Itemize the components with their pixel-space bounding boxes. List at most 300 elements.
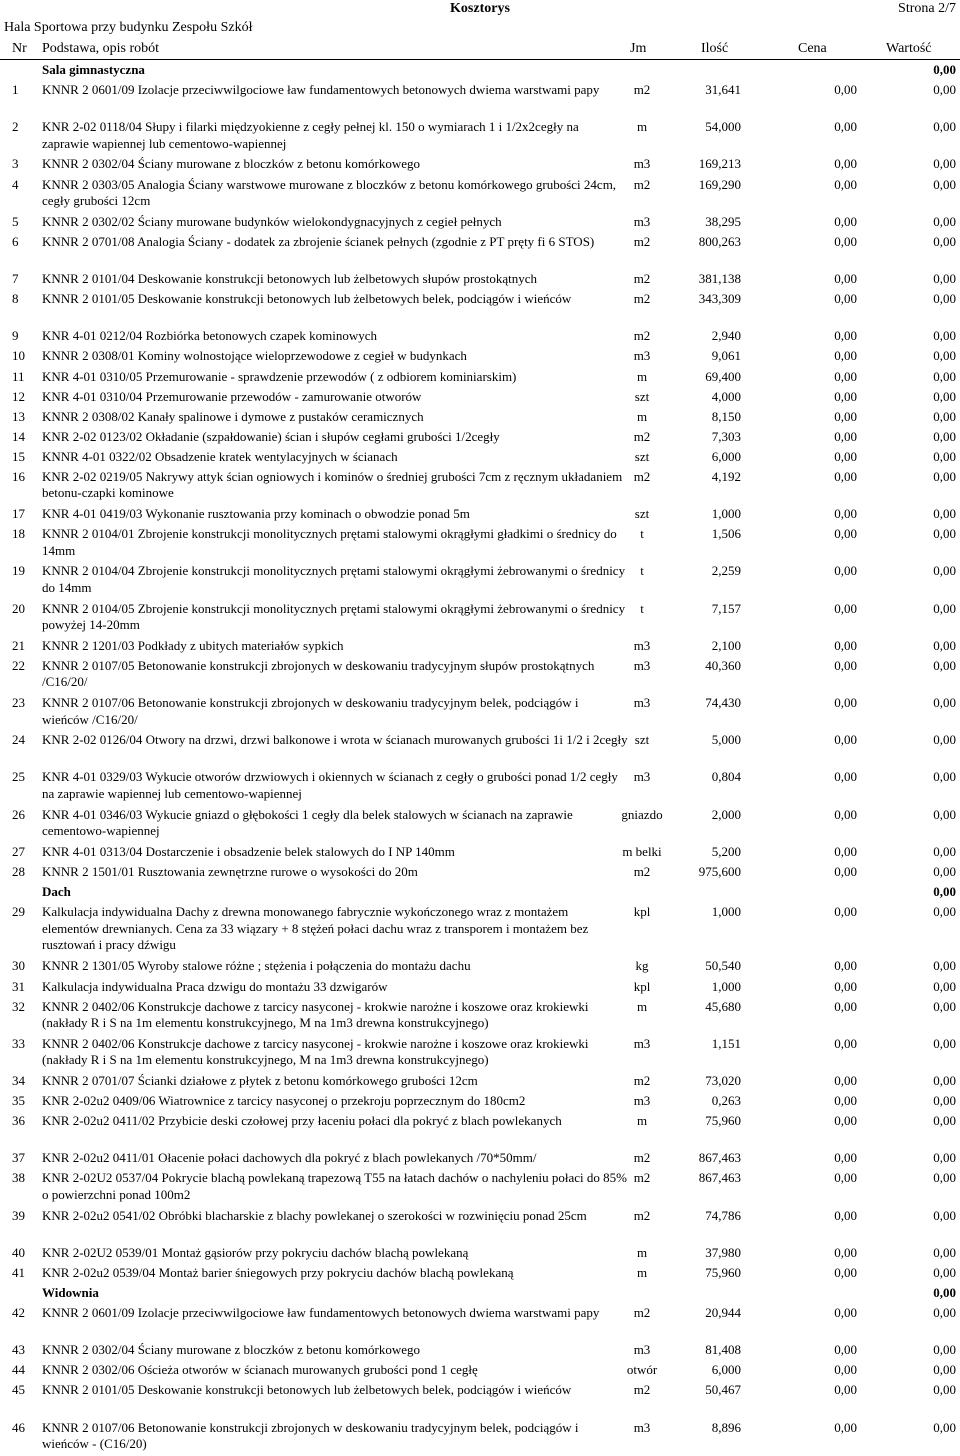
table-row <box>0 347 960 367</box>
row-price: 0,00 <box>834 1305 857 1321</box>
row-unit: m2 <box>633 428 651 444</box>
row-description: Kalkulacja indywidualna Dachy z drewna monowanego fabrycznie wykończonego wraz z montażem elementów drewnianych. Cena za 33 wiązary + 8 stężeń połaci dachu wraz z transporem i montażem bez rusztowań i pracy dźwigu <box>42 904 589 953</box>
column-description: Podstawa, opis robót <box>42 41 160 56</box>
row-value: 0,00 <box>933 1035 956 1051</box>
row-unit: m <box>636 1264 648 1280</box>
table-row <box>0 1361 960 1381</box>
row-quantity: 73,020 <box>705 1072 741 1088</box>
table-row <box>0 600 960 637</box>
row-value: 0,00 <box>933 1244 956 1260</box>
row-quantity: 5,200 <box>711 843 741 859</box>
row-number: 38 <box>12 1170 25 1186</box>
row-number: 5 <box>12 213 19 229</box>
row-price: 0,00 <box>834 328 857 344</box>
row-price: 0,00 <box>834 978 857 994</box>
column-quantity: Ilość <box>701 41 729 56</box>
row-number: 11 <box>12 368 25 384</box>
row-price: 0,00 <box>834 958 857 974</box>
row-unit: szt <box>634 448 650 464</box>
row-price: 0,00 <box>834 82 857 98</box>
table-row <box>0 1381 960 1418</box>
row-description: KNR 4-01 0346/03 Wykucie gniazd o głębokości 1 cegły dla belek stalowych w ścianach na zaprawie cementowo-wapiennej <box>42 806 573 839</box>
section-title: Widownia <box>42 1285 99 1301</box>
table-row <box>0 1207 960 1244</box>
table-row <box>0 768 960 805</box>
row-value: 0,00 <box>933 408 956 424</box>
row-description: KNNR 2 0107/05 Betonowanie konstrukcji zbrojonych w deskowaniu tradycyjnym słupów prostokątnych /C16/20/ <box>42 657 595 690</box>
row-price: 0,00 <box>834 176 857 192</box>
row-unit: m3 <box>633 769 651 785</box>
row-description: KNR 2-02u2 0539/04 Montaż barier śniegowych przy pokryciu dachów blachą powlekaną <box>42 1264 514 1280</box>
row-description: KNNR 2 1501/01 Rusztowania zewnętrzne rurowe o wysokości do 20m <box>42 863 418 879</box>
row-number: 18 <box>12 526 25 542</box>
row-number: 25 <box>12 769 25 785</box>
row-value: 0,00 <box>933 769 956 785</box>
table-row <box>0 525 960 562</box>
table-row <box>0 408 960 428</box>
table-row <box>0 81 960 118</box>
row-number: 19 <box>12 563 25 579</box>
row-number: 6 <box>12 233 19 249</box>
row-number: 3 <box>12 156 19 172</box>
table-row <box>0 903 960 957</box>
table-row <box>0 155 960 175</box>
row-number: 32 <box>12 998 25 1014</box>
row-number: 44 <box>12 1362 25 1378</box>
row-unit: m3 <box>633 1093 651 1109</box>
row-number: 10 <box>12 348 25 364</box>
row-unit: szt <box>634 732 650 748</box>
row-price: 0,00 <box>834 1035 857 1051</box>
row-quantity: 31,641 <box>705 82 741 98</box>
row-quantity: 50,467 <box>705 1382 741 1398</box>
row-quantity: 2,000 <box>711 806 741 822</box>
row-price: 0,00 <box>834 1382 857 1398</box>
row-description: KNR 4-01 0310/04 Przemurowanie przewodów - zamurowanie otworów <box>42 388 422 404</box>
row-description: KNR 4-01 0419/03 Wykonanie rusztowania przy kominach o obwodzie ponad 5m <box>42 506 470 522</box>
row-price: 0,00 <box>834 119 857 135</box>
row-value: 0,00 <box>933 904 956 920</box>
table-row <box>0 1169 960 1206</box>
row-number: 40 <box>12 1244 25 1260</box>
row-price: 0,00 <box>834 348 857 364</box>
row-quantity: 1,151 <box>711 1035 741 1051</box>
row-description: KNNR 2 0402/06 Konstrukcje dachowe z tarcicy nasyconej - krokwie narożne i koszowe oraz krokiewki (nakłady R i S na 1m elementu konstrukcyjnego, M na 1m3 drewna konstrukcyjnego) <box>42 1035 589 1068</box>
row-number: 39 <box>12 1207 25 1223</box>
row-description: KNR 2-02u2 0411/02 Przybicie deski czołowej przy łaceniu połaci dla pokryć z blach powlekanych <box>42 1113 562 1129</box>
column-price: Cena <box>798 41 827 56</box>
row-value: 0,00 <box>933 156 956 172</box>
row-value: 0,00 <box>933 368 956 384</box>
row-price: 0,00 <box>834 998 857 1014</box>
row-description: KNNR 2 0101/05 Deskowanie konstrukcji betonowych lub żelbetowych belek, podciągów i wieńców <box>42 291 572 307</box>
row-value: 0,00 <box>933 863 956 879</box>
row-value: 0,00 <box>933 1207 956 1223</box>
row-description: KNNR 2 0302/06 Ościeża otworów w ścianach murowanych grubości pond 1 cegłę <box>42 1362 478 1378</box>
row-price: 0,00 <box>834 1072 857 1088</box>
row-value: 0,00 <box>933 1150 956 1166</box>
row-number: 23 <box>12 695 25 711</box>
row-price: 0,00 <box>834 526 857 542</box>
row-price: 0,00 <box>834 1150 857 1166</box>
row-quantity: 4,000 <box>711 388 741 404</box>
row-unit: kg <box>635 958 649 974</box>
row-quantity: 38,295 <box>705 213 741 229</box>
row-number: 8 <box>12 291 19 307</box>
table-row <box>0 1149 960 1169</box>
row-unit: kpl <box>633 978 651 994</box>
row-number: 26 <box>12 806 25 822</box>
row-unit: t <box>640 600 644 616</box>
row-value: 0,00 <box>933 448 956 464</box>
row-number: 22 <box>12 657 25 673</box>
row-quantity: 1,000 <box>711 904 741 920</box>
row-price: 0,00 <box>834 600 857 616</box>
table-row <box>0 327 960 347</box>
row-number: 42 <box>12 1305 25 1321</box>
row-unit: m <box>636 408 648 424</box>
table-row <box>0 978 960 998</box>
row-number: 15 <box>12 448 25 464</box>
row-number: 34 <box>12 1072 25 1088</box>
row-value: 0,00 <box>933 271 956 287</box>
row-quantity: 9,061 <box>711 348 741 364</box>
row-unit: m2 <box>633 271 651 287</box>
row-description: KNNR 2 0701/08 Analogia Ściany - dodatek za zbrojenie ścianek pełnych (zgodnie z PT pręty fi 6 STOS) <box>42 233 595 249</box>
row-quantity: 1,506 <box>711 526 741 542</box>
row-value: 0,00 <box>933 348 956 364</box>
row-description: KNNR 2 1201/03 Podkłady z ubitych materiałów sypkich <box>42 637 344 653</box>
row-price: 0,00 <box>834 428 857 444</box>
row-unit: m2 <box>633 1382 651 1398</box>
row-quantity: 69,400 <box>705 368 741 384</box>
row-unit: m2 <box>633 291 651 307</box>
row-value: 0,00 <box>933 843 956 859</box>
table-row <box>0 806 960 843</box>
row-unit: m2 <box>633 1207 651 1223</box>
row-value: 0,00 <box>933 1093 956 1109</box>
row-quantity: 37,980 <box>705 1244 741 1260</box>
row-price: 0,00 <box>834 388 857 404</box>
table-row <box>0 428 960 448</box>
row-quantity: 74,786 <box>705 1207 741 1223</box>
section-value: 0,00 <box>933 62 956 77</box>
row-price: 0,00 <box>834 1342 857 1358</box>
row-price: 0,00 <box>834 156 857 172</box>
row-number: 46 <box>12 1419 25 1435</box>
row-description: KNNR 2 0308/01 Kominy wolnostojące wieloprzewodowe z cegieł w budynkach <box>42 348 467 364</box>
row-description: KNR 4-01 0310/05 Przemurowanie - sprawdzenie przewodów ( z odbiorem kominiarskim) <box>42 368 517 384</box>
row-quantity: 6,000 <box>711 448 741 464</box>
row-quantity: 20,944 <box>705 1305 741 1321</box>
row-description: KNNR 2 0104/05 Zbrojenie konstrukcji monolitycznych prętami stalowymi okrągłymi żebrowanymi o średnicy powyżej 14-20mm <box>42 600 626 633</box>
row-unit: m <box>636 119 648 135</box>
row-unit: m <box>636 998 648 1014</box>
row-quantity: 7,157 <box>711 600 741 616</box>
row-description: KNR 2-02 0126/04 Otwory na drzwi, drzwi balkonowe i wrota w ścianach murowanych grubości 1i 1/2 i 2cegły <box>42 732 628 748</box>
row-number: 36 <box>12 1113 25 1129</box>
section-title: Dach <box>42 884 71 900</box>
row-unit: m <box>636 368 648 384</box>
row-description: KNNR 2 0302/04 Ściany murowane z bloczków z betonu komórkowego <box>42 156 421 172</box>
table-row <box>0 998 960 1035</box>
column-nr: Nr <box>12 41 27 56</box>
section-row <box>0 1284 960 1304</box>
row-price: 0,00 <box>834 448 857 464</box>
row-description: KNR 4-01 0212/04 Rozbiórka betonowych czapek kominowych <box>42 328 378 344</box>
section-value: 0,00 <box>933 1285 956 1301</box>
row-price: 0,00 <box>834 657 857 673</box>
row-price: 0,00 <box>834 271 857 287</box>
table-row <box>0 843 960 863</box>
row-unit: m3 <box>633 1419 651 1435</box>
row-number: 13 <box>12 408 25 424</box>
row-value: 0,00 <box>933 1342 956 1358</box>
column-unit: Jm <box>630 41 647 56</box>
row-description: KNR 2-02 0123/02 Okładanie (szpałdowanie) ścian i słupów cegłami grubości 1/2cegły <box>42 428 500 444</box>
row-unit: gniazdo <box>621 806 663 822</box>
table-row <box>0 1092 960 1112</box>
table-row <box>0 657 960 694</box>
row-number: 28 <box>12 863 25 879</box>
row-description: KNR 2-02u2 0541/02 Obróbki blacharskie z blachy powlekanej o szerokości w rozwinięciu ponad 25cm <box>42 1207 587 1223</box>
row-description: KNNR 2 0601/09 Izolacje przeciwwilgociowe ław fundamentowych betonowych dwiema warstwami papy <box>42 82 600 98</box>
row-price: 0,00 <box>834 843 857 859</box>
row-quantity: 867,463 <box>698 1150 741 1166</box>
table-row <box>0 1341 960 1361</box>
row-value: 0,00 <box>933 526 956 542</box>
row-quantity: 74,430 <box>705 695 741 711</box>
row-price: 0,00 <box>834 1419 857 1435</box>
row-number: 43 <box>12 1342 25 1358</box>
row-description: KNNR 2 0308/02 Kanały spalinowe i dymowe z pustaków ceramicznych <box>42 408 424 424</box>
table-row <box>0 388 960 408</box>
row-description: KNNR 2 0601/09 Izolacje przeciwwilgociowe ław fundamentowych betonowych dwiema warstwami papy <box>42 1305 600 1321</box>
row-price: 0,00 <box>834 1244 857 1260</box>
table-row <box>0 1244 960 1264</box>
row-unit: t <box>640 563 644 579</box>
row-quantity: 0,804 <box>711 769 741 785</box>
row-value: 0,00 <box>933 998 956 1014</box>
row-number: 9 <box>12 328 19 344</box>
row-unit: m2 <box>633 176 651 192</box>
row-description: KNR 2-02U2 0539/01 Montaż gąsiorów przy pokryciu dachów blachą powlekaną <box>42 1244 469 1260</box>
row-number: 45 <box>12 1382 25 1398</box>
row-price: 0,00 <box>834 468 857 484</box>
row-quantity: 81,408 <box>705 1342 741 1358</box>
row-price: 0,00 <box>834 732 857 748</box>
column-header-row <box>0 39 960 60</box>
table-row <box>0 233 960 270</box>
row-unit: t <box>640 526 644 542</box>
table-row <box>0 290 960 327</box>
table-row <box>0 118 960 155</box>
section-title: Sala gimnastyczna <box>42 62 145 77</box>
row-number: 35 <box>12 1093 25 1109</box>
row-quantity: 8,896 <box>711 1419 741 1435</box>
row-unit: m3 <box>633 637 651 653</box>
row-unit: m2 <box>633 468 651 484</box>
row-description: KNNR 2 0104/04 Zbrojenie konstrukcji monolitycznych prętami stalowymi okrągłymi żebrowanymi o średnicy do 14mm <box>42 563 626 595</box>
row-value: 0,00 <box>933 637 956 653</box>
row-value: 0,00 <box>933 119 956 135</box>
table-row <box>0 957 960 977</box>
table-row <box>0 213 960 233</box>
row-unit: m3 <box>633 695 651 711</box>
table-row <box>0 863 960 883</box>
row-number: 37 <box>12 1150 25 1166</box>
row-price: 0,00 <box>834 637 857 653</box>
row-price: 0,00 <box>834 368 857 384</box>
row-quantity: 54,000 <box>705 119 741 135</box>
table-row <box>0 1264 960 1284</box>
row-unit: m <box>636 1244 648 1260</box>
row-quantity: 5,000 <box>711 732 741 748</box>
row-number: 41 <box>12 1264 25 1280</box>
row-unit: m3 <box>633 1035 651 1051</box>
row-description: KNNR 2 0107/06 Betonowanie konstrukcji zbrojonych w deskowaniu tradycyjnym belek, podciągów i wieńców /C16/20/ <box>42 695 579 727</box>
row-description: KNNR 2 0107/06 Betonowanie konstrukcji zbrojonych w deskowaniu tradycyjnym belek, podciągów i wieńców - (C16/20) <box>42 1419 579 1452</box>
section-row <box>0 61 960 81</box>
row-number: 21 <box>12 637 25 653</box>
row-value: 0,00 <box>933 328 956 344</box>
row-quantity: 381,138 <box>698 271 741 287</box>
row-price: 0,00 <box>834 408 857 424</box>
row-description: KNNR 2 0701/07 Ścianki działowe z płytek z betonu komórkowego grubości 12cm <box>42 1072 478 1088</box>
row-description: KNR 2-02 0219/05 Nakrywy attyk ścian ogniowych i kominów o średniej grubości 7cm z ręcznym układaniem betonu-czapki kominowe <box>42 468 623 501</box>
row-description: KNR 4-01 0329/03 Wykucie otworów drzwiowych i okiennych w ścianach z cegły o grubości ponad 1/2 cegły na zaprawie wapiennej lub cementowo-wapiennej <box>42 769 618 801</box>
row-quantity: 975,600 <box>698 863 741 879</box>
row-number: 27 <box>12 843 25 859</box>
row-price: 0,00 <box>834 563 857 579</box>
row-quantity: 2,259 <box>711 563 741 579</box>
project-name: Hala Sportowa przy budynku Zespołu Szkół <box>4 20 253 35</box>
row-quantity: 0,263 <box>711 1093 741 1109</box>
row-number: 30 <box>12 958 25 974</box>
row-quantity: 1,000 <box>711 978 741 994</box>
row-price: 0,00 <box>834 695 857 711</box>
row-description: KNR 2-02u2 0411/01 Ołacenie połaci dachowych dla pokryć z blach powlekanych /70*50mm/ <box>42 1150 537 1166</box>
row-unit: m2 <box>633 1170 651 1186</box>
row-quantity: 169,290 <box>698 176 741 192</box>
row-unit: m2 <box>633 1072 651 1088</box>
row-value: 0,00 <box>933 1362 956 1378</box>
row-description: KNR 2-02U2 0537/04 Pokrycie blachą powlekaną trapezową T55 na łatach dachów o nachyleniu połaci do 85% o powierzchni ponad 100m2 <box>42 1170 627 1202</box>
row-number: 2 <box>12 119 19 135</box>
row-quantity: 75,960 <box>705 1264 741 1280</box>
row-number: 33 <box>12 1035 25 1051</box>
row-price: 0,00 <box>834 1093 857 1109</box>
row-value: 0,00 <box>933 233 956 249</box>
row-quantity: 45,680 <box>705 998 741 1014</box>
estimate-table <box>0 61 960 1456</box>
row-value: 0,00 <box>933 732 956 748</box>
row-price: 0,00 <box>834 1362 857 1378</box>
row-quantity: 169,213 <box>698 156 741 172</box>
row-unit: m3 <box>633 348 651 364</box>
table-row <box>0 448 960 468</box>
row-description: KNNR 2 0302/04 Ściany murowane z bloczków z betonu komórkowego <box>42 1342 421 1358</box>
row-value: 0,00 <box>933 1419 956 1435</box>
row-unit: m3 <box>633 1342 651 1358</box>
table-row <box>0 270 960 290</box>
table-row <box>0 1112 960 1149</box>
table-row <box>0 562 960 599</box>
row-value: 0,00 <box>933 806 956 822</box>
row-quantity: 8,150 <box>711 408 741 424</box>
row-unit: m3 <box>633 657 651 673</box>
row-quantity: 75,960 <box>705 1113 741 1129</box>
row-value: 0,00 <box>933 695 956 711</box>
row-number: 20 <box>12 600 25 616</box>
row-unit: m2 <box>633 1305 651 1321</box>
row-price: 0,00 <box>834 1264 857 1280</box>
row-unit: m3 <box>633 156 651 172</box>
row-description: KNR 2-02 0118/04 Słupy i filarki międzyokienne z cegły pełnej kl. 150 o wymiarach 1 i 1/2x2cegły na zaprawie wapiennej lub cementowo-wapiennej <box>42 119 579 151</box>
row-quantity: 50,540 <box>705 958 741 974</box>
row-price: 0,00 <box>834 806 857 822</box>
row-description: KNNR 2 0101/05 Deskowanie konstrukcji betonowych lub żelbetowych belek, podciągów i wieńców <box>42 1382 572 1398</box>
row-number: 7 <box>12 271 19 287</box>
row-value: 0,00 <box>933 291 956 307</box>
table-row <box>0 505 960 525</box>
page-number: Strona 2/7 <box>898 1 956 16</box>
row-unit: m2 <box>633 1150 651 1166</box>
table-row <box>0 1419 960 1456</box>
row-value: 0,00 <box>933 506 956 522</box>
row-quantity: 2,100 <box>711 637 741 653</box>
row-number: 24 <box>12 732 25 748</box>
row-description: Kalkulacja indywidualna Praca dzwigu do montażu 33 dzwigarów <box>42 978 388 994</box>
row-quantity: 343,309 <box>698 291 741 307</box>
row-number: 1 <box>12 82 19 98</box>
table-row <box>0 1072 960 1092</box>
section-value: 0,00 <box>933 884 956 900</box>
row-unit: szt <box>634 388 650 404</box>
row-value: 0,00 <box>933 213 956 229</box>
row-price: 0,00 <box>834 291 857 307</box>
row-value: 0,00 <box>933 428 956 444</box>
row-number: 31 <box>12 978 25 994</box>
row-quantity: 800,263 <box>698 233 741 249</box>
row-unit: m2 <box>633 233 651 249</box>
table-row <box>0 1304 960 1341</box>
row-description: KNNR 2 1301/05 Wyroby stalowe różne ; stężenia i połączenia do montażu dachu <box>42 958 471 974</box>
row-unit: m2 <box>633 82 651 98</box>
column-value: Wartość <box>886 41 932 56</box>
row-unit: szt <box>634 506 650 522</box>
row-number: 14 <box>12 428 25 444</box>
section-row <box>0 883 960 903</box>
row-number: 17 <box>12 506 25 522</box>
row-number: 29 <box>12 904 25 920</box>
row-value: 0,00 <box>933 1264 956 1280</box>
table-row <box>0 468 960 505</box>
row-description: KNR 2-02u2 0409/06 Wiatrownice z tarcicy nasyconej o przekroju poprzecznym do 180cm2 <box>42 1093 526 1109</box>
row-value: 0,00 <box>933 978 956 994</box>
row-quantity: 7,303 <box>711 428 741 444</box>
document-title: Kosztorys <box>450 1 510 16</box>
row-value: 0,00 <box>933 600 956 616</box>
row-description: KNNR 2 0402/06 Konstrukcje dachowe z tarcicy nasyconej - krokwie narożne i koszowe oraz krokiewki (nakłady R i S na 1m elementu konstrukcyjnego, M na 1m3 drewna konstrukcyjnego) <box>42 998 589 1031</box>
row-price: 0,00 <box>834 213 857 229</box>
row-unit: m3 <box>633 213 651 229</box>
row-price: 0,00 <box>834 506 857 522</box>
row-quantity: 6,000 <box>711 1362 741 1378</box>
table-row <box>0 731 960 768</box>
row-price: 0,00 <box>834 1170 857 1186</box>
row-value: 0,00 <box>933 958 956 974</box>
